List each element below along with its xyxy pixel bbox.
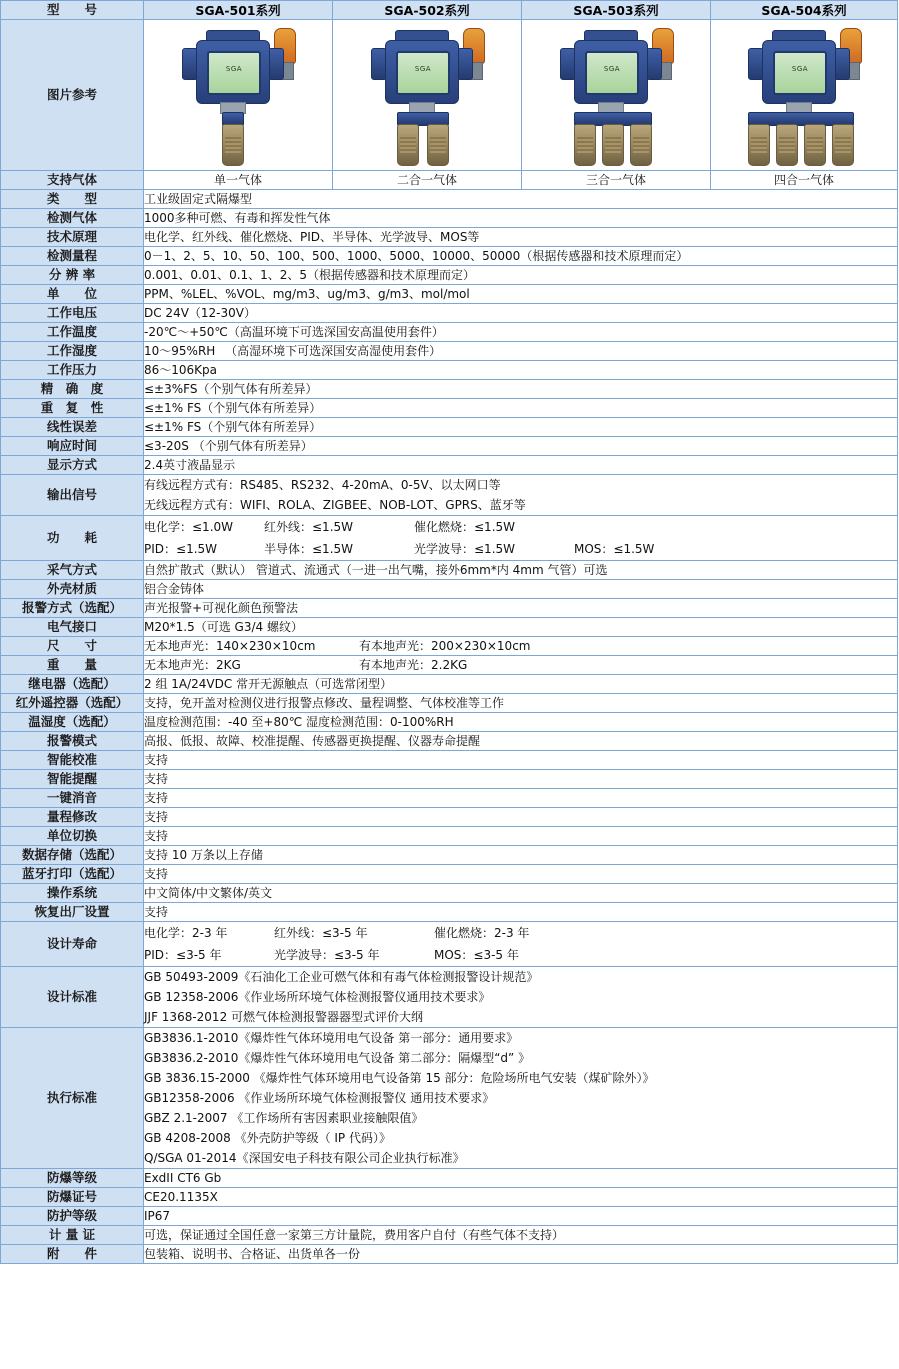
design-life-row-1	[144, 922, 897, 944]
row-value-display-mode: 2.4英寸液晶显示	[144, 456, 898, 475]
table-row-gas-support	[1, 171, 898, 190]
table-row-linearity-error	[1, 418, 898, 437]
table-row-output-signal	[1, 475, 898, 516]
row-label-response-time: 响应时间	[1, 437, 144, 456]
gas-detector-illustration-4	[724, 22, 884, 168]
table-row-weight	[1, 656, 898, 675]
row-value-working-voltage: DC 24V（12-30V）	[144, 304, 898, 323]
table-row-range-modify	[1, 808, 898, 827]
row-label-working-voltage: 工作电压	[1, 304, 144, 323]
row-label-repeatability: 重 复 性	[1, 399, 144, 418]
power-cell-infrared: 红外线：≤1.5W	[264, 520, 354, 534]
row-label-protection-grade: 防护等级	[1, 1207, 144, 1226]
row-label-bluetooth-print: 蓝牙打印（选配）	[1, 865, 144, 884]
power-cell-electrochemical: 电化学：≤1.0W	[144, 520, 234, 534]
table-row-dimension	[1, 637, 898, 656]
product-image-1	[144, 20, 333, 171]
table-row-repeatability	[1, 399, 898, 418]
row-label-technical-principle: 技术原理	[1, 228, 144, 247]
table-row-protection-grade	[1, 1207, 898, 1226]
row-value-alarm-method: 声光报警+可视化颜色预警法	[144, 599, 898, 618]
row-label-linearity-error: 线性误差	[1, 418, 144, 437]
table-row-working-temperature	[1, 323, 898, 342]
row-label-electrical-interface: 电气接口	[1, 618, 144, 637]
row-label-metrology-cert: 计 量 证	[1, 1226, 144, 1245]
table-row-working-humidity	[1, 342, 898, 361]
model-header-1: SGA-501系列	[144, 1, 333, 20]
life-cell-catalytic: 催化燃烧：2-3 年	[434, 926, 530, 940]
row-value-explosion-proof-grade: ExdII CT6 Gb	[144, 1169, 898, 1188]
table-row-response-time	[1, 437, 898, 456]
row-value-unit: PPM、%LEL、%VOL、mg/m3、ug/m3、g/m3、mol/mol	[144, 285, 898, 304]
row-value-linearity-error: ≤±1% FS（个别气体有所差异）	[144, 418, 898, 437]
row-value-response-time: ≤3-20S （个别气体有所差异）	[144, 437, 898, 456]
row-label-range-modify: 量程修改	[1, 808, 144, 827]
row-value-one-key-mute: 支持	[144, 789, 898, 808]
row-label-temp-humidity: 温湿度（选配）	[1, 713, 144, 732]
row-value-design-standard	[144, 967, 898, 1028]
sensor-probe	[748, 124, 770, 166]
table-row-smart-calibration	[1, 751, 898, 770]
table-row-design-life	[1, 922, 898, 967]
row-value-relay: 2 组 1A/24VDC 常开无源触点（可选常闭型）	[144, 675, 898, 694]
life-cell-pid: PID：≤3-5 年	[144, 948, 222, 962]
sensor-probe	[397, 124, 419, 166]
table-row-electrical-interface	[1, 618, 898, 637]
table-row-temp-humidity	[1, 713, 898, 732]
row-value-metrology-cert: 可选，保证通过全国任意一家第三方计量院，费用客户自付（有些气体不支持）	[144, 1226, 898, 1245]
output-signal-line-2: 无线远程方式有：WIFI、ROLA、ZIGBEE、NOB-LOT、GPRS、蓝牙等	[144, 498, 526, 512]
device-screen	[396, 51, 450, 95]
design-life-row-2	[144, 944, 897, 966]
row-value-protection-grade: IP67	[144, 1207, 898, 1226]
row-value-detect-range: 0－1、2、5、10、50、100、500、1000、5000、10000、50000（根据传感器和技术原理而定）	[144, 247, 898, 266]
row-value-smart-calibration: 支持	[144, 751, 898, 770]
row-label-model: 型 号	[1, 1, 144, 20]
exec-standard-line-5: GBZ 2.1-2007 《工作场所有害因素职业接触限值》	[144, 1111, 424, 1125]
table-row-type	[1, 190, 898, 209]
table-row-detect-range	[1, 247, 898, 266]
row-label-alarm-mode: 报警模式	[1, 732, 144, 751]
row-value-data-storage: 支持 10 万条以上存储	[144, 846, 898, 865]
row-value-alarm-mode: 高报、低报、故障、校准提醒、传感器更换提醒、仪器寿命提醒	[144, 732, 898, 751]
screen-text: SGA	[414, 65, 432, 73]
row-label-explosion-proof-grade: 防爆等级	[1, 1169, 144, 1188]
model-header-2: SGA-502系列	[333, 1, 522, 20]
device-bracket-right	[646, 48, 662, 80]
table-row-explosion-proof-grade	[1, 1169, 898, 1188]
row-value-type: 工业级固定式隔爆型	[144, 190, 898, 209]
table-row-relay	[1, 675, 898, 694]
table-row-metrology-cert	[1, 1226, 898, 1245]
row-label-dimension: 尺 寸	[1, 637, 144, 656]
table-row-smart-reminder	[1, 770, 898, 789]
design-standard-line-1: GB 50493-2009《石油化工企业可燃气体和有毒气体检测报警设计规范》	[144, 970, 539, 984]
dimension-with-alarm: 有本地声光：200×230×10cm	[359, 639, 531, 653]
product-image-4	[711, 20, 898, 171]
row-label-accessories: 附 件	[1, 1245, 144, 1264]
power-row-2	[144, 538, 897, 560]
sensor-probe	[776, 124, 798, 166]
row-label-shell-material: 外壳材质	[1, 580, 144, 599]
row-value-bluetooth-print: 支持	[144, 865, 898, 884]
row-value-power-consumption	[144, 516, 898, 561]
row-value-working-pressure: 86～106Kpa	[144, 361, 898, 380]
table-row-accuracy	[1, 380, 898, 399]
row-value-explosion-proof-cert: CE20.1135X	[144, 1188, 898, 1207]
row-value-exec-standard	[144, 1028, 898, 1169]
gas-detector-illustration-3	[536, 22, 696, 168]
screen-text: SGA	[225, 65, 243, 73]
device-body	[762, 40, 836, 104]
exec-standard-line-6: GB 4208-2008 《外壳防护等级（ IP 代码）》	[144, 1131, 391, 1145]
life-cell-electrochemical: 电化学：2-3 年	[144, 926, 228, 940]
gas-support-value-2: 二合一气体	[333, 171, 522, 190]
row-value-operating-system: 中文简体/中文繁体/英文	[144, 884, 898, 903]
row-label-relay: 继电器（选配）	[1, 675, 144, 694]
exec-standard-line-7: Q/SGA 01-2014《深国安电子科技有限公司企业执行标准》	[144, 1151, 465, 1165]
table-row-working-voltage	[1, 304, 898, 323]
row-value-technical-principle: 电化学、红外线、催化燃烧、PID、半导体、光学波导、MOS等	[144, 228, 898, 247]
table-row-technical-principle	[1, 228, 898, 247]
row-value-ir-remote: 支持，免开盖对检测仪进行报警点修改、量程调整、气体校准等工作	[144, 694, 898, 713]
table-row-one-key-mute	[1, 789, 898, 808]
table-row-working-pressure	[1, 361, 898, 380]
gas-support-value-4: 四合一气体	[711, 171, 898, 190]
row-label-working-pressure: 工作压力	[1, 361, 144, 380]
design-standard-line-3: JJF 1368-2012 可燃气体检测报警器器型式评价大纲	[144, 1010, 424, 1024]
row-value-repeatability: ≤±1% FS（个别气体有所差异）	[144, 399, 898, 418]
row-value-output-signal	[144, 475, 898, 516]
dimension-no-alarm: 无本地声光：140×230×10cm	[144, 639, 316, 653]
table-row-explosion-proof-cert	[1, 1188, 898, 1207]
weight-with-alarm: 有本地声光：2.2KG	[359, 658, 468, 672]
row-label-exec-standard: 执行标准	[1, 1028, 144, 1169]
gas-support-value-3: 三合一气体	[522, 171, 711, 190]
screen-text: SGA	[603, 65, 621, 73]
row-label-image-reference: 图片参考	[1, 20, 144, 171]
power-cell-catalytic: 催化燃烧：≤1.5W	[414, 520, 516, 534]
device-bracket-right	[834, 48, 850, 80]
sensor-probe	[630, 124, 652, 166]
row-label-sampling-method: 采气方式	[1, 561, 144, 580]
product-image-3	[522, 20, 711, 171]
gas-detector-illustration-2	[347, 22, 507, 168]
table-row-exec-standard	[1, 1028, 898, 1169]
row-label-display-mode: 显示方式	[1, 456, 144, 475]
row-label-alarm-method: 报警方式（选配）	[1, 599, 144, 618]
row-value-dimension	[144, 637, 898, 656]
output-signal-line-1: 有线远程方式有：RS485、RS232、4-20mA、0-5V、以太网口等	[144, 478, 501, 492]
row-label-resolution: 分 辨 率	[1, 266, 144, 285]
device-bracket-right	[268, 48, 284, 80]
row-value-working-humidity: 10～95%RH （高湿环境下可选深国安高湿使用套件）	[144, 342, 898, 361]
exec-standard-line-2: GB3836.2-2010《爆炸性气体环境用电气设备 第二部分：隔爆型“d” 》	[144, 1051, 531, 1065]
row-value-working-temperature: -20℃～+50℃（高温环境下可选深国安高温使用套件）	[144, 323, 898, 342]
row-label-detect-gas: 检测气体	[1, 209, 144, 228]
table-row-design-standard	[1, 967, 898, 1028]
row-label-power-consumption: 功 耗	[1, 516, 144, 561]
model-header-4: SGA-504系列	[711, 1, 898, 20]
row-label-accuracy: 精 确 度	[1, 380, 144, 399]
row-label-unit: 单 位	[1, 285, 144, 304]
row-value-weight	[144, 656, 898, 675]
life-cell-blank-2	[604, 945, 744, 965]
device-body	[196, 40, 270, 104]
row-value-detect-gas: 1000多种可燃、有毒和挥发性气体	[144, 209, 898, 228]
row-value-electrical-interface: M20*1.5（可选 G3/4 螺纹）	[144, 618, 898, 637]
row-label-factory-reset: 恢复出厂设置	[1, 903, 144, 922]
table-row-operating-system	[1, 884, 898, 903]
table-row-display-mode	[1, 456, 898, 475]
row-label-design-standard: 设计标准	[1, 967, 144, 1028]
row-value-accessories: 包装箱、说明书、合格证、出货单各一份	[144, 1245, 898, 1264]
table-row-alarm-mode	[1, 732, 898, 751]
device-body	[574, 40, 648, 104]
row-label-detect-range: 检测量程	[1, 247, 144, 266]
table-row-factory-reset	[1, 903, 898, 922]
row-label-design-life: 设计寿命	[1, 922, 144, 967]
row-label-working-humidity: 工作湿度	[1, 342, 144, 361]
design-standard-line-2: GB 12358-2006《作业场所环境气体检测报警仪通用技术要求》	[144, 990, 491, 1004]
row-label-smart-reminder: 智能提醒	[1, 770, 144, 789]
row-label-data-storage: 数据存储（选配）	[1, 846, 144, 865]
row-label-type: 类 型	[1, 190, 144, 209]
sensor-probe	[804, 124, 826, 166]
row-label-working-temperature: 工作温度	[1, 323, 144, 342]
row-label-gas-support: 支持气体	[1, 171, 144, 190]
sensor-probe	[832, 124, 854, 166]
table-row-data-storage	[1, 846, 898, 865]
power-cell-blank	[574, 517, 714, 537]
exec-standard-line-3: GB 3836.15-2000 《爆炸性气体环境用电气设备第 15 部分：危险场所电气安装（煤矿除外）》	[144, 1071, 655, 1085]
row-label-explosion-proof-cert: 防爆证号	[1, 1188, 144, 1207]
row-value-sampling-method: 自然扩散式（默认） 管道式、流通式（一进一出气嘴，接外6mm*内 4mm 气管）可选	[144, 561, 898, 580]
life-cell-blank-1	[604, 923, 744, 943]
row-label-operating-system: 操作系统	[1, 884, 144, 903]
sensor-probe	[574, 124, 596, 166]
row-value-unit-switch: 支持	[144, 827, 898, 846]
device-screen	[773, 51, 827, 95]
table-row-power-consumption	[1, 516, 898, 561]
row-value-temp-humidity: 温度检测范围：-40 至+80℃ 湿度检测范围：0-100%RH	[144, 713, 898, 732]
gas-detector-illustration-1	[158, 22, 318, 168]
table-row-detect-gas	[1, 209, 898, 228]
model-header-3: SGA-503系列	[522, 1, 711, 20]
row-value-factory-reset: 支持	[144, 903, 898, 922]
table-row-sampling-method	[1, 561, 898, 580]
device-screen	[585, 51, 639, 95]
power-cell-mos: MOS：≤1.5W	[574, 542, 655, 556]
row-value-shell-material: 铝合金铸体	[144, 580, 898, 599]
life-cell-infrared: 红外线：≤3-5 年	[274, 926, 368, 940]
table-row-image-reference	[1, 20, 898, 171]
power-cell-optical-waveguide: 光学波导：≤1.5W	[414, 542, 516, 556]
device-bracket-right	[457, 48, 473, 80]
row-label-ir-remote: 红外遥控器（选配）	[1, 694, 144, 713]
row-label-one-key-mute: 一键消音	[1, 789, 144, 808]
exec-standard-line-4: GB12358-2006 《作业场所环境气体检测报警仪 通用技术要求》	[144, 1091, 495, 1105]
sensor-probe	[222, 124, 244, 166]
power-row-1	[144, 516, 897, 538]
table-row-unit	[1, 285, 898, 304]
power-cell-pid: PID：≤1.5W	[144, 542, 218, 556]
table-row-resolution	[1, 266, 898, 285]
table-row-model	[1, 1, 898, 20]
life-cell-mos: MOS：≤3-5 年	[434, 948, 519, 962]
screen-text: SGA	[791, 65, 809, 73]
row-label-output-signal: 输出信号	[1, 475, 144, 516]
power-cell-semiconductor: 半导体：≤1.5W	[264, 542, 354, 556]
table-row-bluetooth-print	[1, 865, 898, 884]
device-screen	[207, 51, 261, 95]
sensor-probe	[427, 124, 449, 166]
table-row-alarm-method	[1, 599, 898, 618]
device-body	[385, 40, 459, 104]
row-value-smart-reminder: 支持	[144, 770, 898, 789]
exec-standard-line-1: GB3836.1-2010《爆炸性气体环境用电气设备 第一部分：通用要求》	[144, 1031, 519, 1045]
row-label-smart-calibration: 智能校准	[1, 751, 144, 770]
row-value-accuracy: ≤±3%FS（个别气体有所差异）	[144, 380, 898, 399]
weight-no-alarm: 无本地声光：2KG	[144, 658, 241, 672]
table-row-shell-material	[1, 580, 898, 599]
sensor-probe	[602, 124, 624, 166]
table-row-accessories	[1, 1245, 898, 1264]
gas-support-value-1: 单一气体	[144, 171, 333, 190]
table-row-ir-remote	[1, 694, 898, 713]
row-value-resolution: 0.001、0.01、0.1、1、2、5（根据传感器和技术原理而定）	[144, 266, 898, 285]
row-value-range-modify: 支持	[144, 808, 898, 827]
row-label-weight: 重 量	[1, 656, 144, 675]
row-value-design-life	[144, 922, 898, 967]
table-row-unit-switch	[1, 827, 898, 846]
row-label-unit-switch: 单位切换	[1, 827, 144, 846]
life-cell-optical-waveguide: 光学波导：≤3-5 年	[274, 948, 380, 962]
product-image-2	[333, 20, 522, 171]
